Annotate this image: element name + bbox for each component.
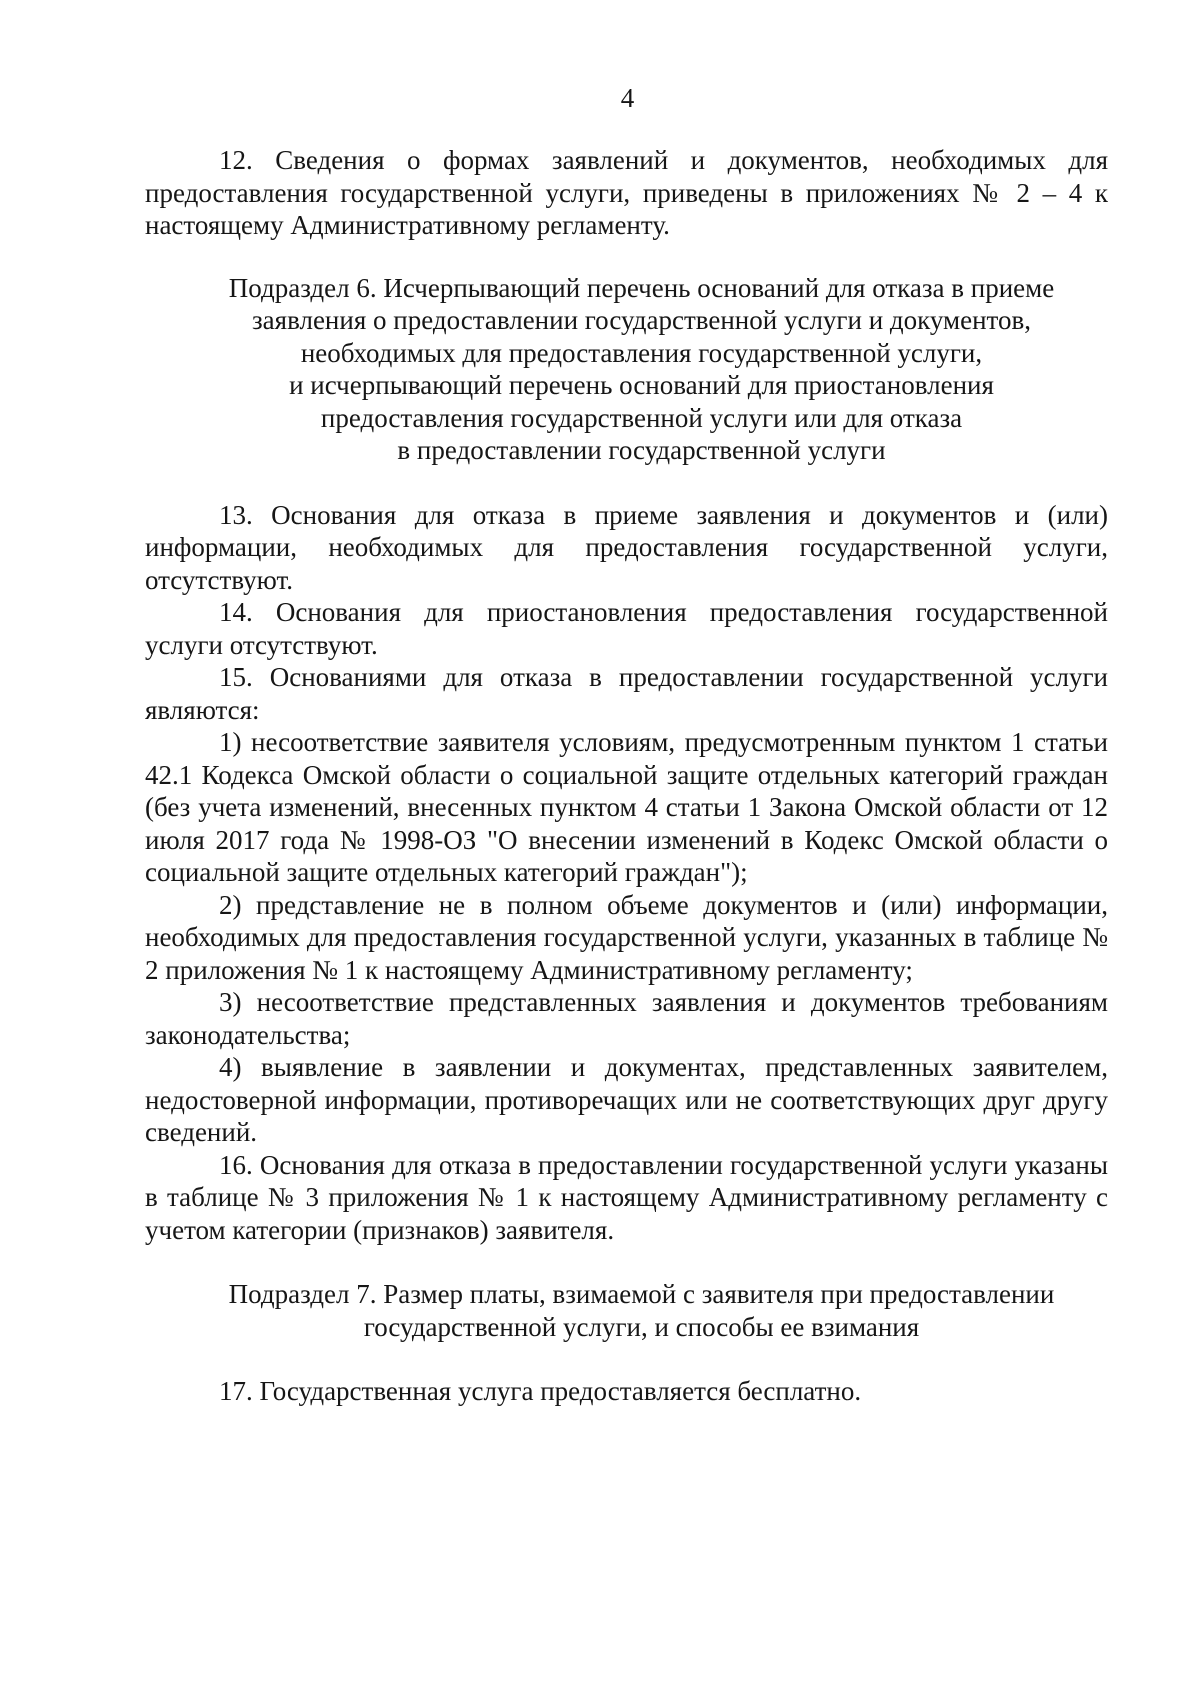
paragraph-15-item-1: 1) несоответствие заявителя условиям, предусмотренным пунктом 1 статьи 42.1 Кодекса Омской области о социальной защите отдельных категорий граждан (без учета изменений, внесенных пунктом 4 статьи 1 Закона Омской области от 12 июля 2017 года № 1998-ОЗ "О внесении изменений в Кодекс Омской области о социальной защите отдельных категорий граждан"); [145,727,1108,887]
paragraph-12: 12. Сведения о формах заявлений и документов, необходимых для предоставления государственной услуги, приведены в приложениях № 2 – 4 к настоящему Административному регламенту. [145,145,1108,240]
paragraph-16: 16. Основания для отказа в предоставлении государственной услуги указаны в таблице № 3 приложения № 1 к настоящему Административному регламенту с учетом категории (признаков) заявителя. [145,1149,1108,1245]
paragraph-14: 14. Основания для приостановления предоставления государственной услуги отсутствуют. [145,597,1108,660]
paragraph-15-item-4: 4) выявление в заявлении и документах, представленных заявителем, недостоверной информации, противоречащих или не соответствующих друг другу сведений. [145,1052,1108,1147]
paragraph-17: 17. Государственная услуга предоставляется бесплатно. [219,1376,862,1406]
paragraph-13: 13. Основания для отказа в приеме заявления и документов и (или) информации, необходимых для предоставления государственной услуги, отсутствуют. [145,499,1108,595]
subsection-7-heading: Подраздел 7. Размер платы, взимаемой с заявителя при предоставлении государственной услуги, и способы ее взимания [228,1279,1055,1342]
paragraph-15: 15. Основаниями для отказа в предоставлении государственной услуги являются: [145,662,1108,725]
paragraph-15-item-3: 3) несоответствие представленных заявления и документов требованиям законодательства; [145,987,1108,1050]
page-number: 4 [620,83,635,113]
subsection-6-heading: Подраздел 6. Исчерпывающий перечень оснований для отказа в приеме заявления о предоставлении государственной услуги и документов, необходимых для предоставления государственной услуги, и исчерпывающий перечень оснований для приостановления предоставления государственной услуги или для отказа в предоставлении государственной услуги [228,272,1055,465]
paragraph-15-item-2: 2) представление не в полном объеме документов и (или) информации, необходимых для предоставления государственной услуги, указанных в таблице № 2 приложения № 1 к настоящему Административному регламенту; [145,889,1108,985]
document-body [145,144,1108,1408]
